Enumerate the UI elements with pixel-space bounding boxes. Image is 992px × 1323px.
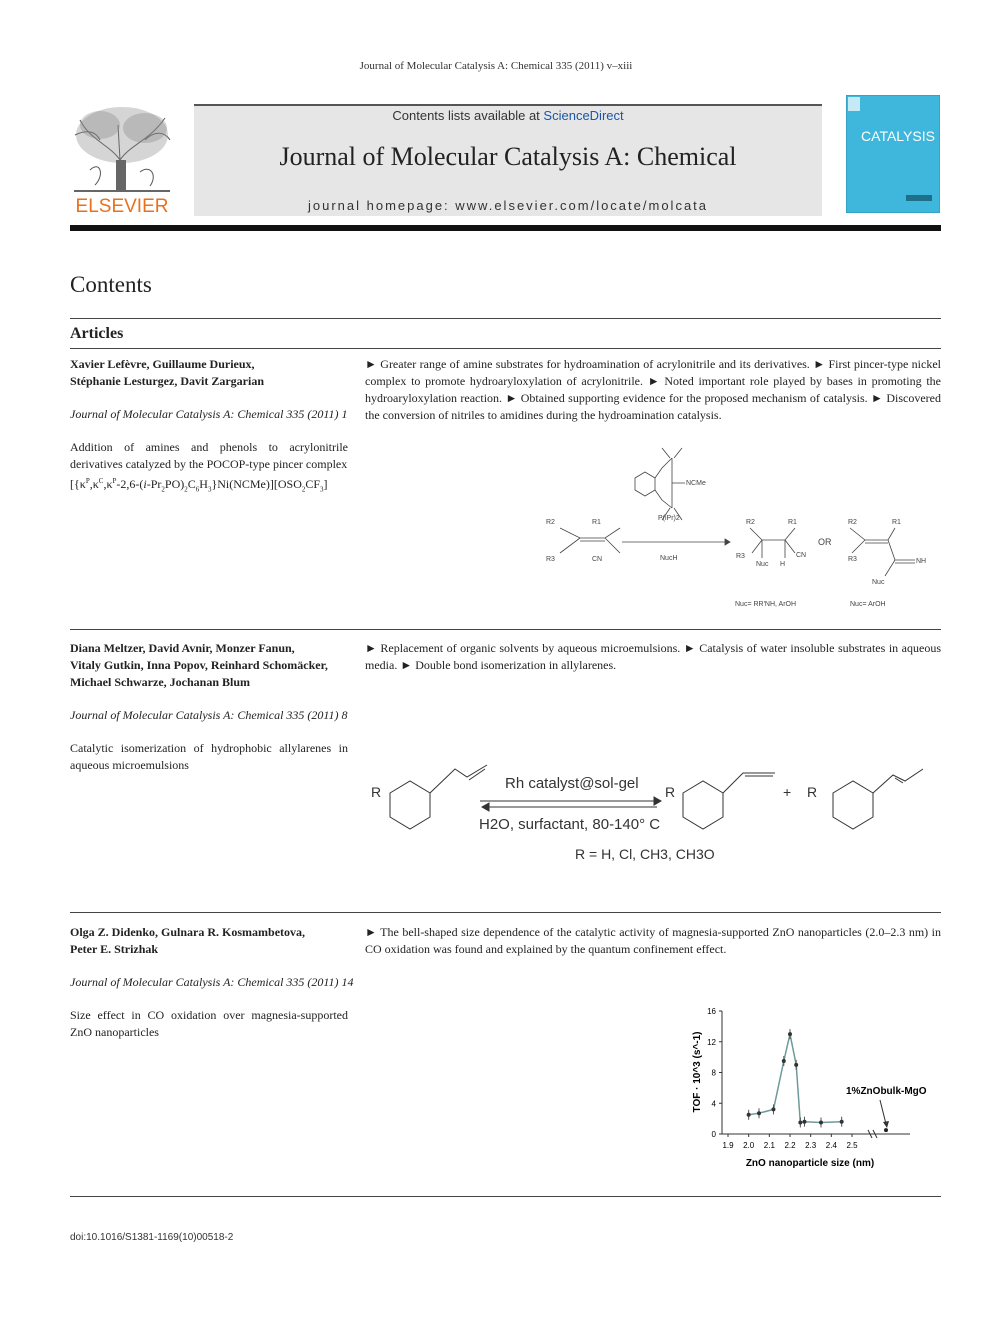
x-tick-label: 2.3: [805, 1141, 817, 1150]
scheme-r1: R1: [788, 519, 797, 526]
divider: [70, 629, 941, 630]
scheme-r2: R2: [546, 519, 555, 526]
data-point: [771, 1107, 775, 1111]
authors-line: Diana Meltzer, David Avnir, Monzer Fanun,: [70, 641, 295, 655]
scheme-conditions: H2O, surfactant, 80-140° C: [479, 816, 661, 833]
article-3-authors: [70, 924, 360, 958]
scheme-h: H: [780, 561, 786, 568]
scheme-cn: CN: [796, 552, 807, 559]
y-tick-label: 8: [711, 1068, 716, 1078]
x-axis-label: ZnO nanoparticle size (nm): [745, 1158, 875, 1169]
data-point: [794, 1063, 798, 1067]
scheme-or: OR: [818, 537, 832, 547]
data-point: [788, 1032, 792, 1036]
scheme-catalyst: Rh catalyst@sol-gel: [505, 775, 639, 792]
data-point: [802, 1120, 806, 1124]
scheme-r: R: [665, 784, 676, 800]
scheme-r1: R1: [592, 519, 601, 526]
journal-title: Journal of Molecular Catalysis A: Chemical: [279, 142, 737, 171]
y-tick-label: 0: [711, 1130, 716, 1139]
elsevier-logo: [70, 100, 174, 216]
article-title-text: Addition of amines and phenols to acrylonitrile derivatives catalyzed by the POCOP-type pincer complex: [70, 440, 348, 471]
contents-heading: Contents: [70, 272, 152, 297]
article-1-scheme: [530, 428, 930, 613]
x-tick-label: 1.9: [722, 1141, 734, 1150]
scheme-r3: R3: [848, 556, 857, 563]
scheme-r3: R3: [736, 553, 745, 560]
contents-available-text: Contents lists available at: [392, 108, 540, 123]
authors-line: Xavier Lefèvre, Guillaume Durieux,: [70, 357, 255, 371]
article-1-title[interactable]: [70, 439, 348, 498]
elsevier-wordmark: ELSEVIER: [75, 196, 169, 216]
x-tick-label: 2.5: [846, 1141, 858, 1150]
authors-line: Michael Schwarze, Jochanan Blum: [70, 675, 250, 689]
scheme-r-def: R = H, Cl, CH3, CH3O: [575, 846, 715, 862]
bulk-annotation: 1%ZnObulk-MgO: [846, 1086, 927, 1097]
authors-line: Peter E. Strizhak: [70, 942, 159, 956]
scheme-nuch: NucH: [660, 555, 678, 562]
sciencedirect-link[interactable]: ScienceDirect: [543, 108, 624, 123]
scheme-nuc: Nuc: [872, 579, 885, 586]
data-point: [798, 1120, 802, 1124]
authors-line: Olga Z. Didenko, Gulnara R. Kosmambetova,: [70, 925, 306, 939]
divider: [70, 348, 941, 349]
scheme-nh: NH: [916, 558, 927, 565]
scheme-r3: R3: [546, 556, 555, 563]
divider: [70, 318, 941, 319]
x-tick-label: 2.4: [825, 1141, 837, 1150]
scheme-ncme: NCMe: [686, 480, 706, 487]
article-3-title[interactable]: Size effect in CO oxidation over magnesia-supported ZnO nanoparticles: [70, 1008, 348, 1039]
article-2-citation[interactable]: Journal of Molecular Catalysis A: Chemical 335 (2011) 8: [70, 708, 348, 722]
scheme-plus: +: [783, 784, 792, 800]
scheme-r2: R2: [848, 519, 857, 526]
article-2-scheme: [365, 755, 941, 870]
data-point: [840, 1120, 844, 1124]
articles-heading: Articles: [70, 325, 124, 342]
article-3-citation[interactable]: Journal of Molecular Catalysis A: Chemical 335 (2011) 14: [70, 975, 354, 989]
y-tick-label: 16: [707, 1007, 716, 1016]
article-1-formula: $[\{\kappa^P,\kappa^C,\kappa^P-2,6-(i-Pr_2PO)_2C_6H_3\}Ni(NCMe)][OSO_2CF_3]$: [70, 477, 328, 494]
authors-line: Stéphanie Lesturgez, Davit Zargarian: [70, 374, 264, 388]
data-point: [819, 1120, 823, 1124]
x-tick-label: 2.0: [743, 1141, 755, 1150]
y-tick-label: 4: [711, 1099, 716, 1109]
running-head: Journal of Molecular Catalysis A: Chemical 335 (2011) v–xiii: [359, 60, 633, 72]
divider: [70, 1196, 941, 1197]
article-3-highlights: ► The bell-shaped size dependence of the catalytic activity of magnesia-supported ZnO nanoparticles (2.0–2.3 nm) in CO oxidation was found and explained by the quantum confinement effect.: [365, 925, 941, 956]
y-axis-label: TOF · 10^3 (s^-1): [692, 1031, 703, 1113]
journal-cover: [846, 95, 940, 213]
article-1-citation[interactable]: Journal of Molecular Catalysis A: Chemical 335 (2011) 1: [70, 407, 348, 421]
article-1-highlights: ► Greater range of amine substrates for hydroamination of acrylonitrile and its derivatives. ► First pincer-type nickel complex to promote hydroaryloxylation of acrylonitrile. ► Noted important role played by bases in promoting the hydroaryloxylation reaction. ► Obtained supporting evidence for the proposed mechanism of catalysis. ► Discovered the conversion of nitriles to amidines during the hydroamination catalysis.: [365, 357, 941, 422]
article-2-authors: [70, 640, 360, 691]
article-1-authors: [70, 356, 360, 390]
scheme-cn: CN: [592, 556, 603, 563]
header-rule: [70, 225, 941, 231]
scheme-r1: R1: [892, 519, 901, 526]
data-point: [757, 1111, 761, 1115]
x-tick-label: 2.2: [784, 1141, 796, 1150]
y-tick-label: 12: [707, 1037, 716, 1047]
doi[interactable]: doi:10.1016/S1381-1169(10)00518-2: [70, 1232, 234, 1243]
scheme-r2: R2: [746, 519, 755, 526]
scheme-label-left: Nuc= RR'NH, ArOH: [735, 601, 797, 608]
scheme-nuc: Nuc: [756, 561, 769, 568]
article-2-title[interactable]: Catalytic isomerization of hydrophobic allylarenes in aqueous microemulsions: [70, 741, 348, 772]
scheme-label-right: Nuc= ArOH: [850, 601, 886, 608]
contents-available: [194, 108, 822, 123]
journal-banner: [194, 104, 822, 216]
scheme-r: R: [807, 784, 818, 800]
data-point: [782, 1059, 786, 1063]
divider: [70, 912, 941, 913]
bulk-point: [884, 1128, 888, 1132]
data-point: [747, 1113, 751, 1117]
scheme-pipr2: P(iPr)2: [658, 515, 680, 522]
x-tick-label: 2.1: [763, 1141, 775, 1150]
tof-series-line: [749, 1034, 842, 1122]
authors-line: Vitaly Gutkin, Inna Popov, Reinhard Schomäcker,: [70, 658, 328, 672]
cover-title: CATALYSIS: [861, 128, 935, 144]
journal-homepage[interactable]: journal homepage: www.elsevier.com/locate/molcata: [307, 198, 709, 213]
article-2-highlights: ► Replacement of organic solvents by aqueous microemulsions. ► Catalysis of water insoluble substrates in aqueous media. ► Double bond isomerization in allylarenes.: [365, 641, 941, 672]
tof-chart: [680, 1000, 930, 1175]
scheme-r: R: [371, 784, 382, 800]
